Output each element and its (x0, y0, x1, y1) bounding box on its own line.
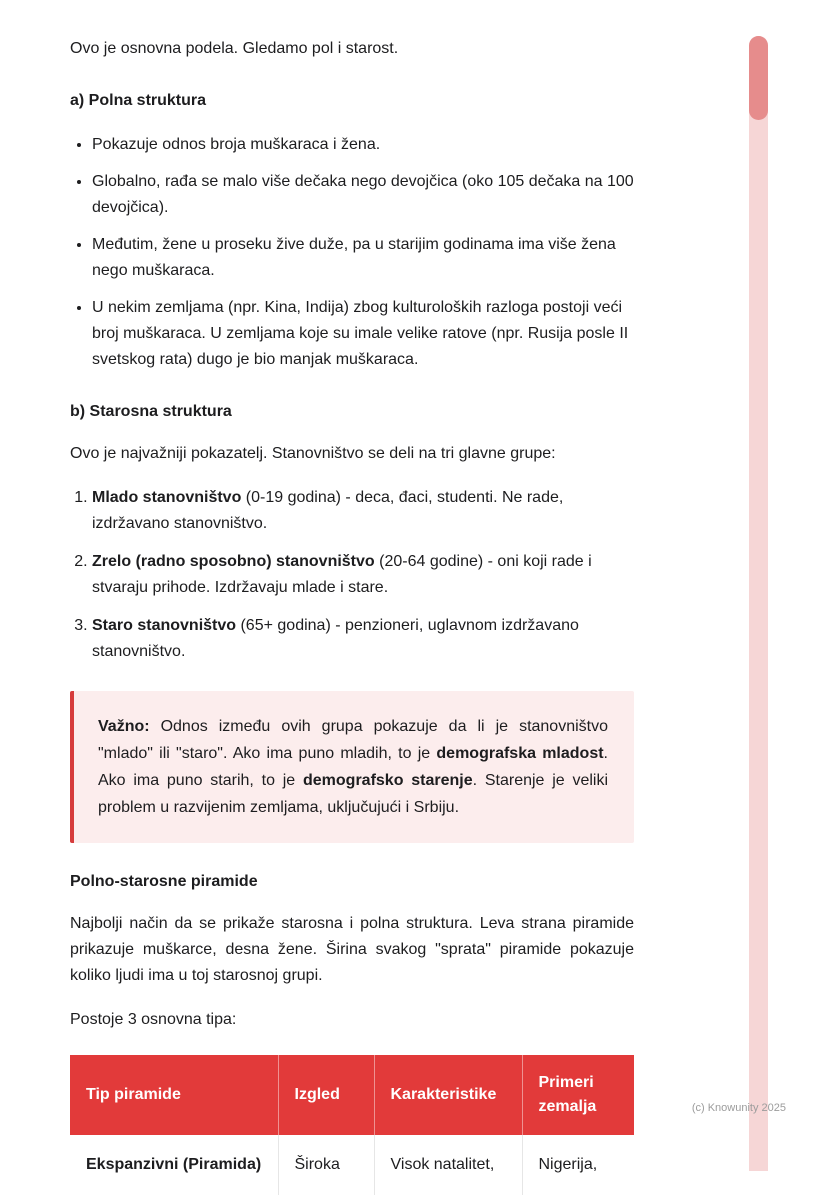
pyramids-lead: Postoje 3 osnovna tipa: (70, 1011, 237, 1028)
list-item-text: (0-19 godina) - deca, đaci, studenti. Ne rade, izdržavano stanovništvo. (92, 489, 564, 532)
intro-paragraph: Ovo je osnovna podela. Gledamo pol i starost. (70, 40, 399, 57)
list-item: • Pokazuje odnos broja muškaraca i žena. (92, 132, 634, 158)
list-item-term: Zrelo (radno sposobno) stanovništvo (92, 553, 375, 570)
table-cell: Široka (278, 1135, 374, 1195)
callout-label: Važno: (98, 718, 150, 735)
column-header: Tip piramide (70, 1055, 278, 1135)
section-a-heading: a) Polna struktura (70, 92, 207, 109)
document-page (70, 36, 634, 1195)
pyramids-heading: Polno-starosne piramide (70, 873, 258, 890)
callout-term: demografska mladost (436, 745, 604, 762)
watermark: (c) Knowunity 2025 (691, 1102, 786, 1114)
list-item: • Globalno, rađa se malo više dečaka nego devojčica (oko 105 dečaka na 100 devojčica). (92, 169, 634, 221)
list-item (92, 613, 634, 665)
list-item (92, 485, 634, 537)
table-row (70, 1135, 634, 1195)
table-header-row (70, 1055, 634, 1135)
section-b-lead: Ovo je najvažniji pokazatelj. Stanovništvo se deli na tri glavne grupe: (70, 445, 556, 462)
section-a-bullet-list (70, 132, 634, 373)
scrollbar-thumb[interactable] (749, 36, 768, 120)
pyramids-paragraph: Najbolji način da se prikaže starosna i polna struktura. Leva strana piramide prikazuje muškarce, desna žene. Širina svakog "sprata" piramide pokazuje koliko ljudi ima u toj starosnoj grupi. (70, 915, 634, 984)
list-item-term: Mlado stanovništvo (92, 489, 242, 506)
list-item-term: Staro stanovništvo (92, 617, 237, 634)
column-header: Primeri zemalja (522, 1055, 634, 1135)
list-item-text: (20-64 godine) - oni koji rade i stvaraju prihode. Izdržavaju mlade i stare. (92, 553, 592, 596)
list-item: • U nekim zemljama (npr. Kina, Indija) zbog kulturoloških razloga postoji veći broj muškaraca. U zemljama koje su imale velike ratove (npr. Rusija posle II svetskog rata) dugo je bio manjak muškaraca. (92, 295, 634, 373)
table-cell: Ekspanzivni (Piramida) (70, 1135, 278, 1195)
callout-segment: . Ako ima puno starih, to je (98, 745, 608, 789)
section-b-heading: b) Starosna struktura (70, 403, 232, 420)
list-item-text: (65+ godina) - penzioneri, uglavnom izdržavano stanovništvo. (92, 617, 579, 660)
age-groups-list (70, 485, 634, 665)
callout-segment: . Starenje je veliki problem u razvijenim zemljama, uključujući i Srbiju. (98, 772, 609, 816)
column-header: Izgled (278, 1055, 374, 1135)
callout-term: demografsko starenje (303, 772, 473, 789)
list-item (92, 549, 634, 601)
important-callout (70, 691, 634, 843)
pyramid-types-table (70, 1055, 634, 1195)
table-cell: Visok natalitet, (374, 1135, 522, 1195)
list-item: • Međutim, žene u proseku žive duže, pa u starijim godinama ima više žena nego muškaraca. (92, 232, 634, 284)
callout-text (98, 713, 608, 821)
column-header: Karakteristike (374, 1055, 522, 1135)
scrollbar-track[interactable] (749, 36, 768, 1171)
callout-segment: Odnos između ovih grupa pokazuje da li je stanovništvo "mlado" ili "staro". Ako ima puno mladih, to je (98, 718, 608, 762)
table-cell: Nigerija, (522, 1135, 634, 1195)
